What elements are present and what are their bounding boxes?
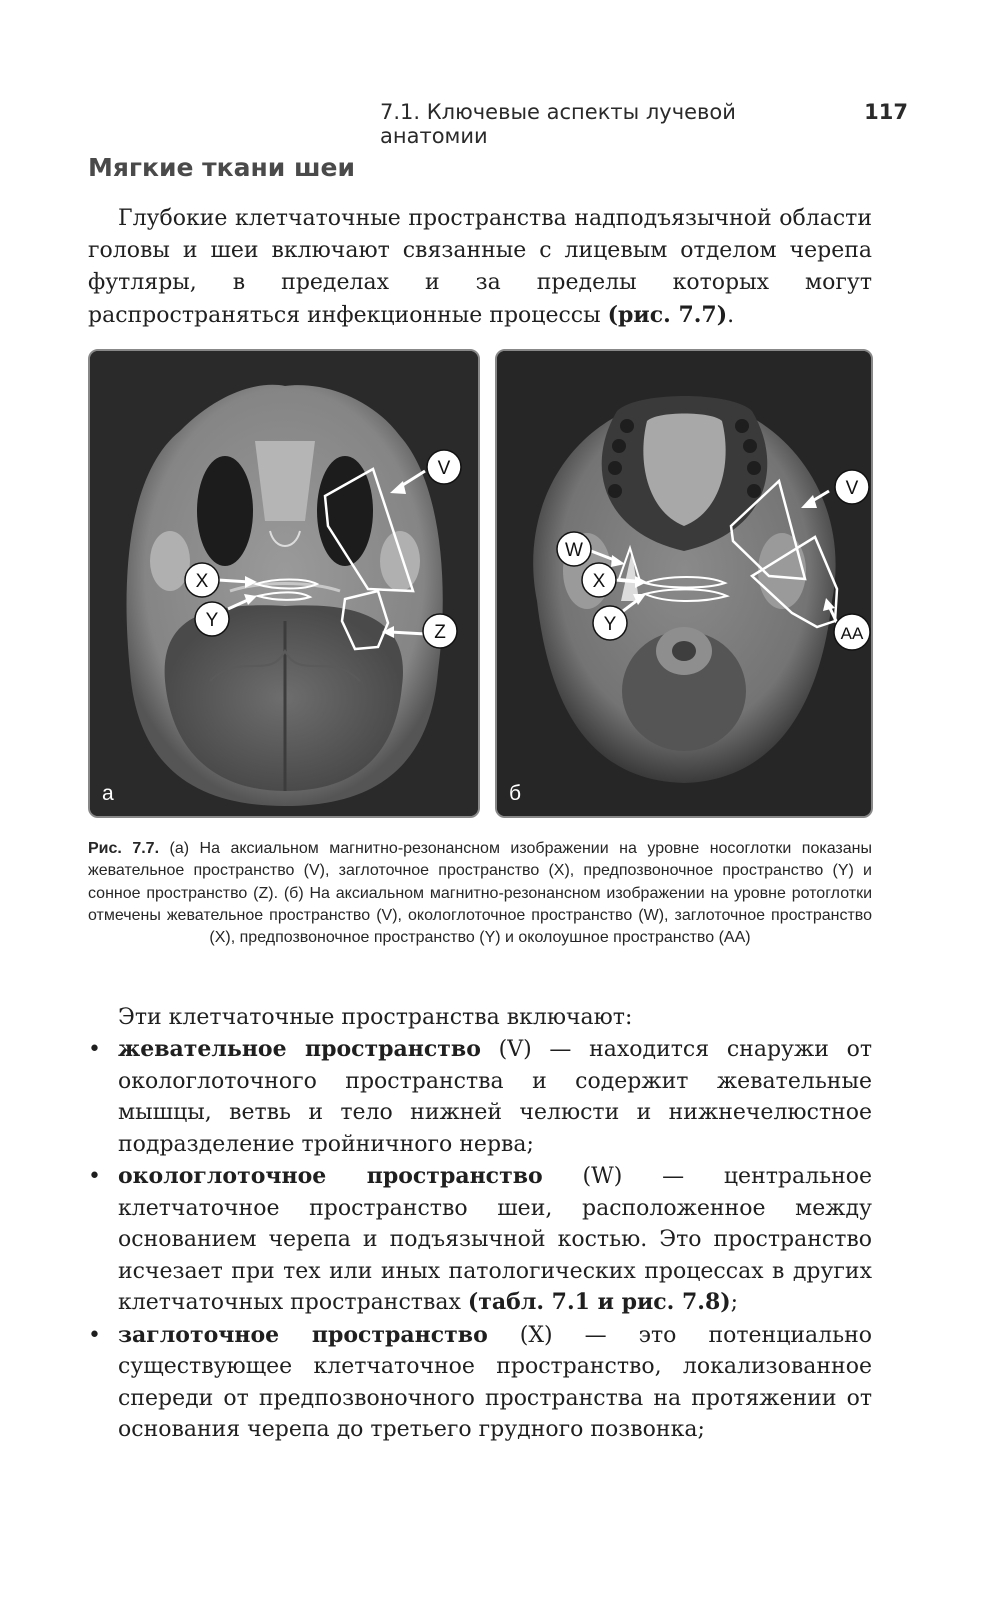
- list-item-tail: ;: [730, 1290, 739, 1315]
- label-y-a: [195, 602, 229, 636]
- panel-b-labels: [497, 351, 871, 816]
- label-y-b-text: Y: [603, 614, 617, 635]
- list-item-term: жевательное пространство: [118, 1036, 481, 1062]
- list-item-term: заглоточное пространство: [118, 1321, 488, 1348]
- label-x-b-text: X: [592, 571, 606, 592]
- panel-letter-a: а: [102, 782, 114, 805]
- label-w-b: [557, 532, 591, 566]
- intro-figure-ref: (рис. 7.7): [607, 302, 728, 328]
- panel-a-labels: [90, 351, 478, 816]
- label-x-b: [582, 563, 616, 597]
- caption-text: (а) На аксиальном магнитно-резонансном изображении на уровне носоглотки показаны жевательное пространство (V), заглоточное пространство (X), предпозвоночное пространство (Y) и сонное пространство (Z). (б) На аксиальном магнитно-резонансном изображении на уровне ротоглотки отмечены жевательное пространство (V), окологлоточное пространство (W), заглоточное пространство (X), предпозвоночное пространство (Y) и околоушное пространство (AA): [88, 840, 873, 947]
- list-item-term: окологлоточное пространство: [118, 1163, 543, 1189]
- label-x-a-text: X: [195, 571, 209, 592]
- intro-text: Глубокие клетчаточные пространства надподъязычной области головы и шеи включают связанные с лицевым отделом черепа футляры, в пределах и за пределы которых могут распространяться инфекционные процессы: [88, 206, 872, 328]
- label-v-b: [835, 470, 869, 504]
- label-z-a: [423, 614, 457, 648]
- list-item-ref: (табл. 7.1 и рис. 7.8): [467, 1289, 731, 1315]
- list-item-text: (X) — это потенциально существующее клетчаточное пространство, локализованное спереди от предпозвоночного пространства на протяжении от основания черепа до третьего грудного позвонка;: [118, 1322, 873, 1442]
- spaces-list: [88, 1034, 872, 1447]
- list-item: [88, 1161, 872, 1319]
- figure-panel-b: [495, 349, 873, 818]
- panel-letter-b: б: [509, 782, 522, 805]
- intro-paragraph: [88, 203, 872, 332]
- list-lead: Эти клетчаточные пространства включают:: [118, 1005, 633, 1030]
- figure-caption: [88, 838, 872, 949]
- list-item: [88, 1320, 872, 1446]
- list-item: [88, 1034, 872, 1160]
- label-y-b: [593, 606, 627, 640]
- figure-panel-a: [88, 349, 480, 818]
- page-number: 117: [864, 100, 908, 124]
- caption-label: Рис. 7.7.: [88, 840, 160, 857]
- running-header: [380, 100, 908, 148]
- label-v-a-text: V: [437, 458, 451, 479]
- label-z-a-text: Z: [434, 622, 446, 643]
- label-w-b-text: W: [565, 540, 583, 561]
- label-x-a: [185, 563, 219, 597]
- label-aa-b-text: AA: [840, 624, 864, 643]
- list-item-text: (V) — находится снаружи от окологлоточного пространства и содержит жевательные мышцы, ветвь и тело нижней челюсти и нижнечелюстное подразделение тройничного нерва;: [118, 1037, 873, 1157]
- running-title: 7.1. Ключевые аспекты лучевой анатомии: [380, 100, 736, 148]
- label-v-b-text: V: [845, 478, 859, 499]
- intro-end: .: [727, 303, 735, 328]
- label-y-a-text: Y: [205, 610, 219, 631]
- label-aa-b: [834, 614, 870, 650]
- section-title: Мягкие ткани шеи: [88, 153, 355, 182]
- label-v-a: [427, 450, 461, 484]
- list-item-text: (W) — центральное клетчаточное пространство шеи, расположенное между основанием черепа и подъязычной костью. Это пространство исчезает при тех или иных патологических процессах в других клетчаточных пространствах: [118, 1164, 872, 1315]
